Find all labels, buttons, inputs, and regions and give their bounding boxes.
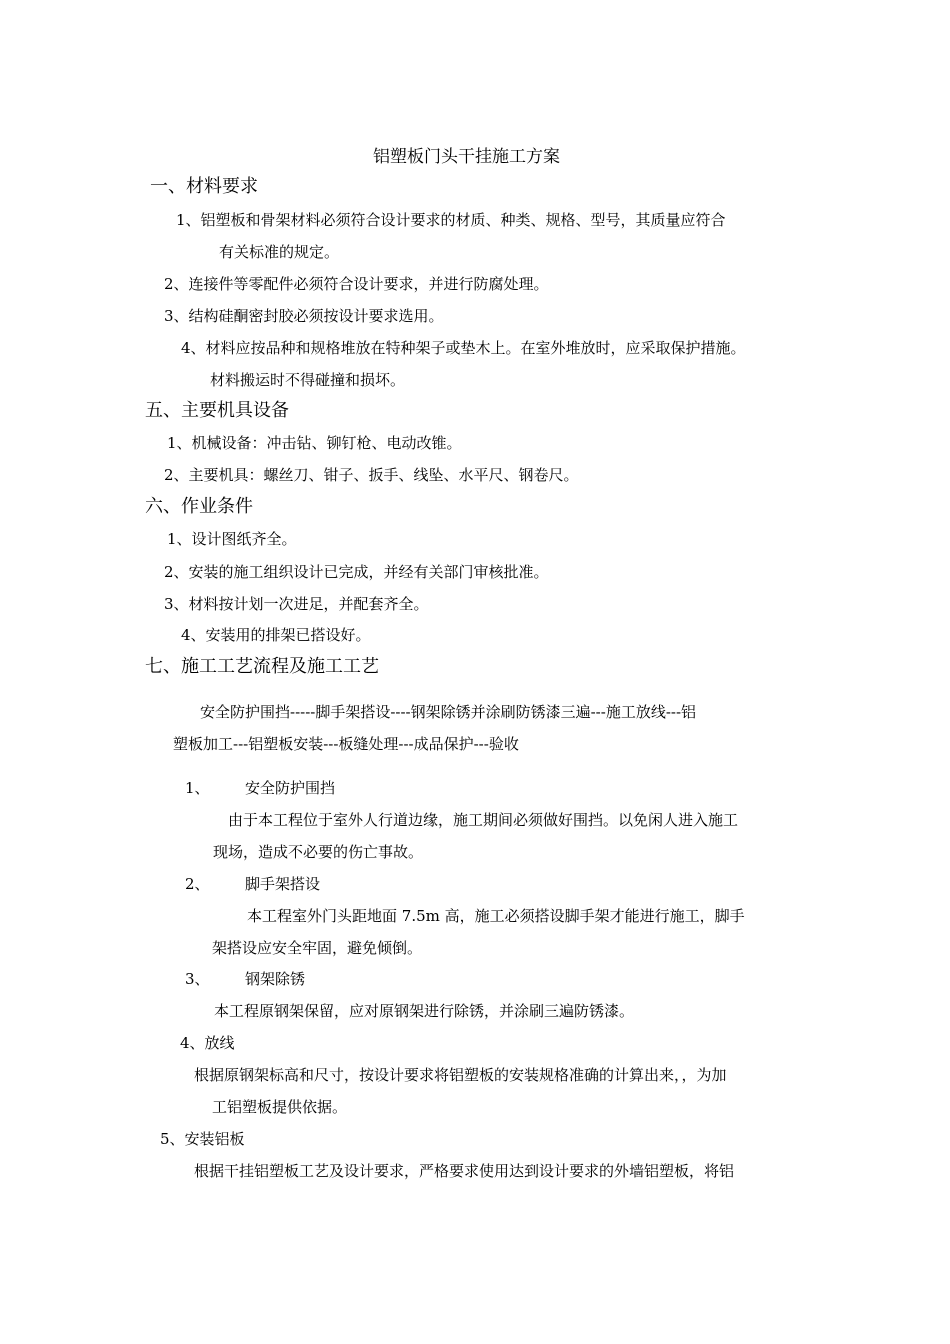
step-3-heading — [185, 969, 305, 989]
conditions-item-2: 2、安装的施工组织设计已完成，并经有关部门审核批准。 — [164, 563, 549, 581]
step-4-body-line-1: 根据原钢架标高和尺寸，按设计要求将铝塑板的安装规格准确的计算出来，，为加 — [194, 1066, 727, 1084]
materials-item-2: 2、连接件等零配件必须符合设计要求，并进行防腐处理。 — [164, 275, 549, 293]
materials-item-4: 4、材料应按品种和规格堆放在特种架子或垫木上。在室外堆放时，应采取保护措施。 — [181, 339, 746, 357]
process-flow-line-1: 安全防护围挡-----脚手架搭设----钢架除锈并涂刷防锈漆三遍---施工放线---铝 — [200, 703, 697, 721]
step-2-title: 脚手架搭设 — [245, 875, 321, 893]
process-flow-line-2: 塑板加工---铝塑板安装---板缝处理---成品保护---验收 — [173, 735, 519, 753]
step-5-heading: 5、安装铝板 — [160, 1130, 245, 1148]
step-4-heading: 4、放线 — [180, 1034, 235, 1052]
conditions-item-4: 4、安装用的排架已搭设好。 — [181, 626, 371, 644]
step-2-body-line-2: 架搭设应安全牢固，避免倾倒。 — [212, 939, 423, 957]
step-2-heading — [185, 874, 320, 894]
step-1-number: 1、 — [185, 779, 210, 797]
section-heading-process: 七、施工工艺流程及施工工艺 — [145, 656, 379, 677]
step-3-body-line-1: 本工程原钢架保留，应对原钢架进行除锈，并涂刷三遍防锈漆。 — [214, 1002, 635, 1020]
conditions-item-1: 1、设计图纸齐全。 — [167, 530, 297, 548]
step-1-title: 安全防护围挡 — [245, 779, 336, 797]
equipment-item-2: 2、主要机具：螺丝刀、钳子、扳手、线坠、水平尺、钢卷尺。 — [164, 466, 579, 484]
step-3-number: 3、 — [185, 970, 210, 988]
section-heading-equipment: 五、主要机具设备 — [145, 400, 289, 421]
conditions-item-3: 3、材料按计划一次进足，并配套齐全。 — [164, 595, 429, 613]
step-4-body-line-2: 工铝塑板提供依据。 — [212, 1098, 348, 1116]
document-title: 铝塑板门头干挂施工方案 — [373, 147, 560, 167]
materials-item-1: 1、铝塑板和骨架材料必须符合设计要求的材质、种类、规格、型号，其质量应符合 — [176, 211, 726, 229]
step-1-body-line-1: 由于本工程位于室外人行道边缘，施工期间必须做好围挡。以免闲人进入施工 — [228, 811, 739, 829]
materials-item-1-cont: 有关标准的规定。 — [219, 243, 340, 261]
equipment-item-1: 1、机械设备：冲击钻、铆钉枪、电动改锥。 — [167, 434, 462, 452]
step-1-heading — [185, 778, 335, 798]
step-2-number: 2、 — [185, 875, 210, 893]
materials-item-4-cont: 材料搬运时不得碰撞和损坏。 — [210, 371, 406, 389]
materials-item-3: 3、结构硅酮密封胶必须按设计要求选用。 — [164, 307, 444, 325]
section-heading-materials: 一、材料要求 — [150, 176, 258, 197]
section-heading-conditions: 六、作业条件 — [145, 496, 253, 517]
step-5-body-line-1: 根据干挂铝塑板工艺及设计要求，严格要求使用达到设计要求的外墙铝塑板，将铝 — [194, 1162, 735, 1180]
step-1-body-line-2: 现场，造成不必要的伤亡事故。 — [213, 843, 424, 861]
step-2-body-line-1: 本工程室外门头距地面 7.5m 高，施工必须搭设脚手架才能进行施工，脚手 — [247, 907, 745, 925]
step-3-title: 钢架除锈 — [245, 970, 306, 988]
